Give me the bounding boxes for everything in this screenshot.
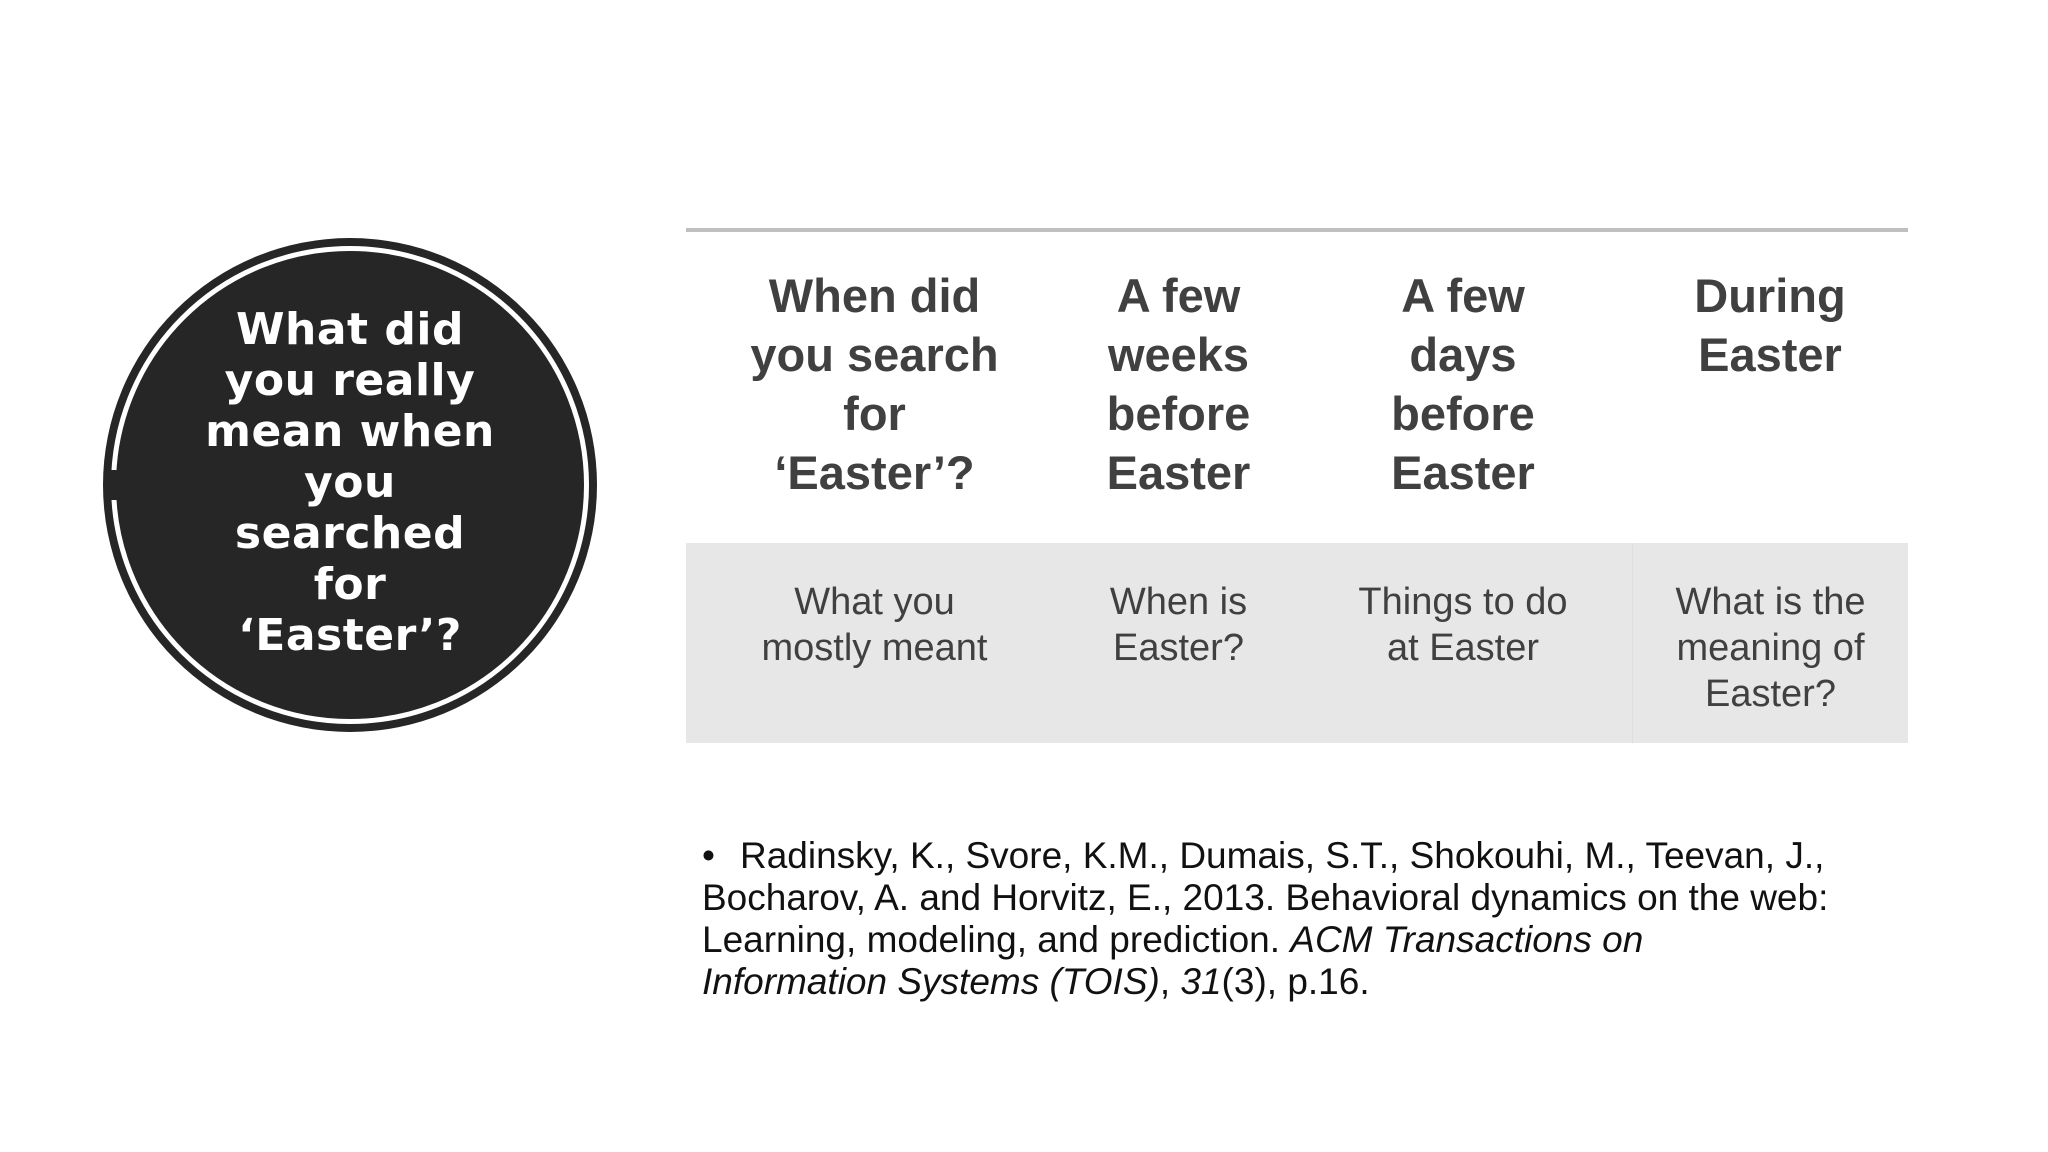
header-cell-weeks-before — [1063, 232, 1294, 543]
header-line: days — [1409, 328, 1517, 381]
header-line: When did — [768, 269, 981, 322]
citation-line: Bocharov, A. and Horvitz, E., 2013. Behavioral dynamics on the web: — [702, 877, 1829, 918]
header-line: before — [1391, 387, 1535, 440]
table-header-row — [686, 232, 1908, 543]
citation-journal-cont: Information Systems (TOIS) — [702, 961, 1160, 1002]
header-line: ‘Easter’? — [774, 446, 975, 499]
circle-line: for — [313, 559, 387, 610]
citation-journal: ACM Transactions on — [1290, 919, 1644, 960]
question-circle — [103, 238, 597, 732]
circle-line: What did — [236, 304, 464, 355]
citation-line — [702, 961, 1922, 1003]
circle-line: searched — [234, 508, 466, 559]
header-line: Easter — [1698, 328, 1842, 381]
cell-line: Easter? — [1705, 673, 1836, 715]
body-cell-mostly-meant — [686, 543, 1063, 743]
circle-line: you — [304, 457, 396, 508]
cell-line: When is — [1109, 581, 1248, 623]
easter-intent-table — [686, 228, 1908, 743]
bullet-icon: • — [702, 835, 715, 876]
table-body-row — [686, 543, 1908, 743]
citation-authors: Radinsky, K., Svore, K.M., Dumais, S.T., Shokouhi, M., Teevan, J., — [740, 835, 1825, 876]
header-line: you search — [750, 328, 999, 381]
circle-line: mean when — [205, 406, 495, 457]
header-line: for — [843, 387, 906, 440]
circle-question-text — [103, 304, 597, 661]
header-line: before — [1106, 387, 1251, 440]
cell-line: meaning of — [1676, 627, 1865, 669]
header-line: weeks — [1107, 328, 1250, 381]
body-cell-things-to-do — [1294, 543, 1632, 743]
cell-line: at Easter — [1386, 627, 1540, 669]
circle-line: ‘Easter’? — [238, 610, 462, 661]
header-line: During — [1694, 269, 1846, 322]
body-cell-meaning — [1632, 543, 1908, 743]
header-cell-days-before — [1294, 232, 1632, 543]
header-line: Easter — [1391, 446, 1535, 499]
body-cell-when-is-easter — [1063, 543, 1294, 743]
citation-line — [702, 835, 1922, 877]
citation-issue-pages: (3), p.16. — [1221, 961, 1370, 1002]
header-line: A few — [1401, 269, 1525, 322]
header-line: A few — [1116, 269, 1241, 322]
header-cell-when-searched — [686, 232, 1063, 543]
citation-separator: , — [1159, 961, 1181, 1002]
header-cell-during — [1632, 232, 1908, 543]
cell-line: What you — [794, 581, 955, 623]
cell-line: What is the — [1675, 581, 1866, 623]
header-line: Easter — [1106, 446, 1251, 499]
citation-title: Learning, modeling, and prediction. — [702, 919, 1291, 960]
citation-line — [702, 919, 1922, 961]
cell-line: Things to do — [1358, 581, 1568, 623]
citation-volume: 31 — [1180, 961, 1222, 1002]
circle-line: you really — [224, 355, 476, 406]
cell-line: mostly meant — [761, 627, 988, 669]
cell-line: Easter? — [1113, 627, 1244, 669]
citation — [702, 835, 1922, 1003]
